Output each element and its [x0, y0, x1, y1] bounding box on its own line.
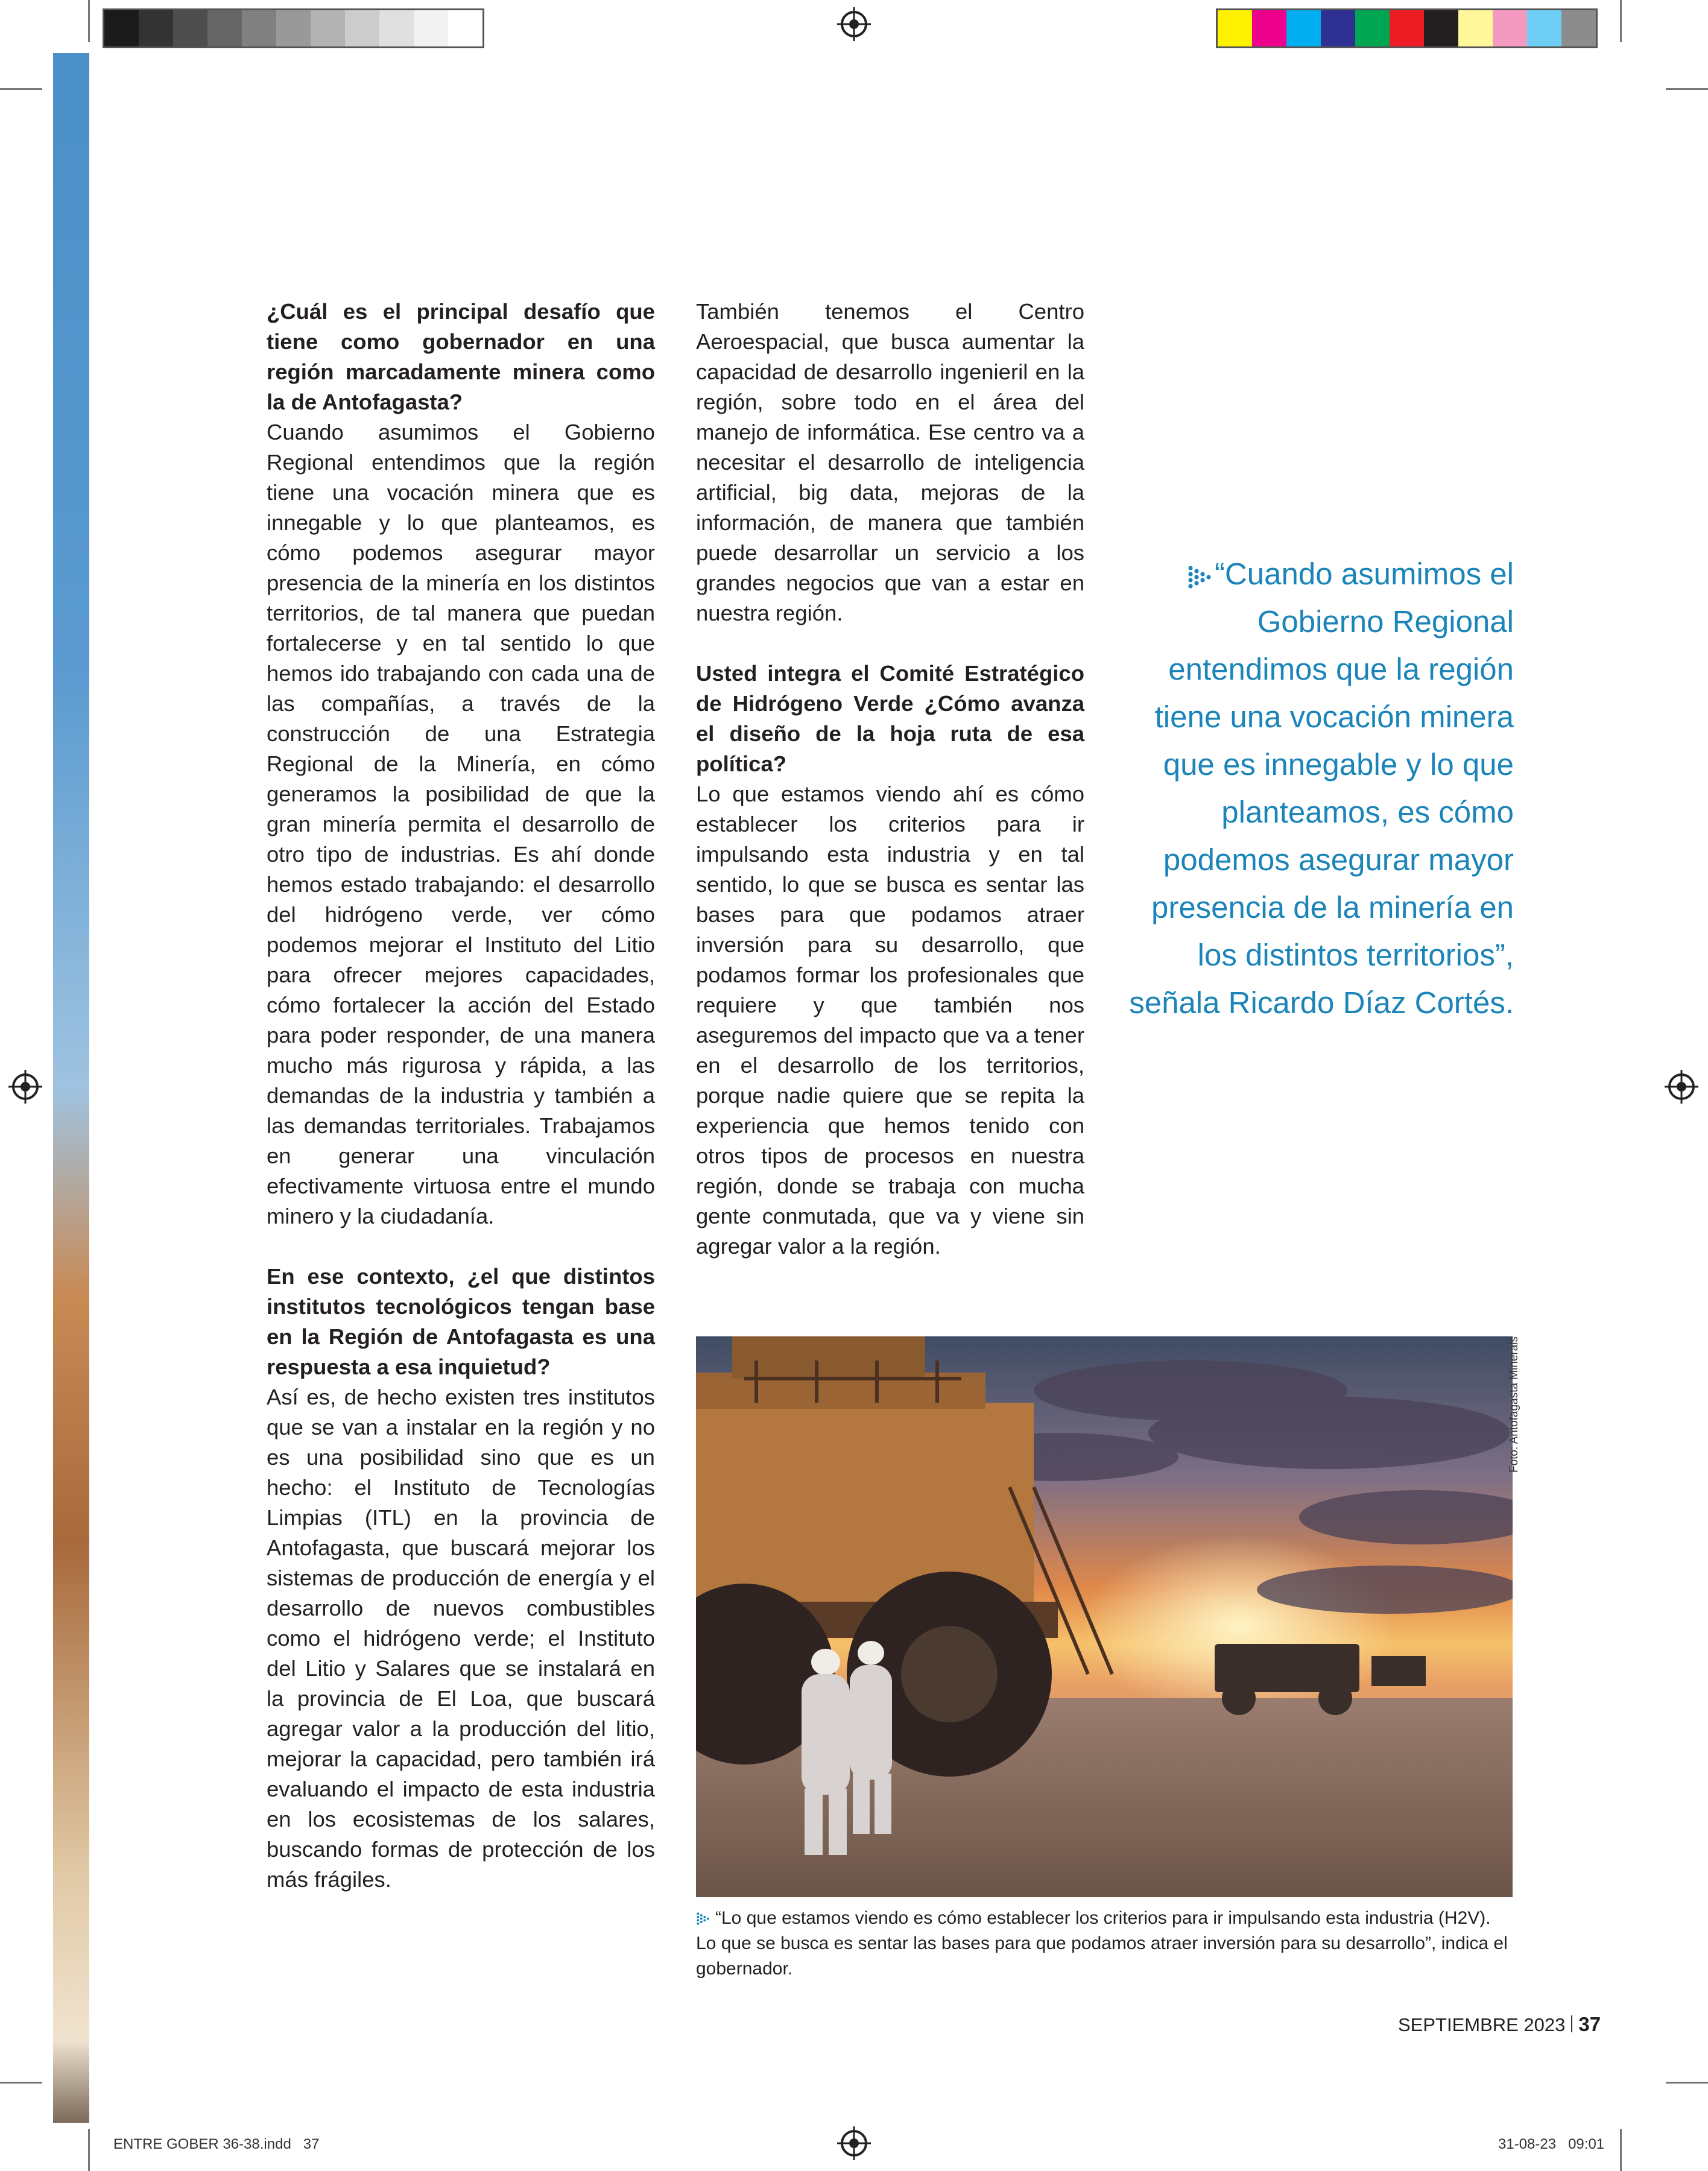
- interview-question: ¿Cuál es el principal desafío que tiene como gobernador en una región marcadamente minera como la de Antofagasta?: [267, 299, 655, 414]
- crop-mark: [0, 88, 42, 90]
- photo-credit-text: Foto: Antofagasta Minerals: [1508, 1336, 1520, 1473]
- interview-question: En ese contexto, ¿el que distintos institutos tecnológicos tengan base en la Región de Antofagasta es una respuesta a esa inquietud?: [267, 1264, 655, 1379]
- crop-mark: [1666, 2082, 1708, 2084]
- crop-mark: [88, 2129, 90, 2171]
- color-swatch: [311, 10, 345, 46]
- dotted-arrow-icon: [1187, 564, 1211, 589]
- color-swatch: [173, 10, 207, 46]
- interview-answer: También tenemos el Centro Aeroespacial, que busca aumentar la capacidad de desarrollo ingenieril en la región, sobre todo en el área del manejo de informática. Ese centro va a necesitar el desarrollo de inteligencia artificial, big data, mejoras de la información, de manera que también puede desarrollar un servicio a los grandes negocios que van a estar en nuestra región.: [696, 299, 1084, 625]
- page-number: 37: [1578, 2013, 1601, 2035]
- registration-mark-top: [841, 11, 867, 37]
- pull-quote: [1122, 550, 1514, 1026]
- color-swatch: [345, 10, 379, 46]
- color-swatch: [1527, 10, 1561, 46]
- color-swatch: [1355, 10, 1390, 46]
- page-folio: [1398, 2013, 1601, 2036]
- interview-answer: Cuando asumimos el Gobierno Regional entendimos que la región tiene una vocación minera que es innegable y lo que planteamos, es cómo podemos asegurar mayor presencia de la minería en los distintos territorios, de tal manera que puedan fortalecerse y en tal sentido lo que hemos ido trabajando con cada una de las compañías, a través de la construcción de una Estrategia Regional de la Minería, en cómo generamos la posibilidad de que la gran minería permita el desarrollo de otro tipo de industrias. Es ahí donde hemos estado trabajando: el desarrollo del hidrógeno verde, ver cómo podemos mejorar el Instituto del Litio para ofrecer mejores capacidades, cómo fortalecer la acción del Estado para poder responder, de una manera mucho más rigurosa y rápida, a las demandas de la industria y también a las demandas territoriales. Trabajamos en generar una vinculación efectivamente virtuosa entre el mundo minero y la ciudadanía.: [267, 420, 655, 1228]
- photo-illustration: [696, 1336, 1513, 1897]
- color-swatch: [207, 10, 242, 46]
- crop-mark: [88, 0, 90, 42]
- article-middle-column: [696, 297, 1084, 1262]
- color-swatch: [139, 10, 173, 46]
- color-swatch: [1286, 10, 1321, 46]
- mining-trucks-sunset-photo: [696, 1336, 1513, 1897]
- color-swatch: [1458, 10, 1493, 46]
- slug-filename: ENTRE GOBER 36-38.indd 37: [113, 2136, 320, 2152]
- color-swatch: [1218, 10, 1252, 46]
- color-swatch: [1252, 10, 1286, 46]
- interview-answer: Lo que estamos viendo ahí es cómo establecer los criterios para ir impulsando esta industria y en tal sentido, lo que se busca es sentar las bases para que podamos atraer inversión para su desarrollo, que podamos formar los profesionales que requiere y que también nos aseguremos del impacto que va a tener en el desarrollo de los territorios, porque nadie quiere que se repita la experiencia que hemos tenido con otros tipos de procesos en nuestra región, donde se trabaja con mucha gente conmutada, que va y viene sin agregar valor a la región.: [696, 782, 1084, 1259]
- photo-caption: [696, 1906, 1513, 1982]
- interview-answer: Así es, de hecho existen tres institutos que se van a instalar en la región y no es una posibilidad sino que es un hecho: el Instituto de Tecnologías Limpias (ITL) en la provincia de Antofagasta, que buscará mejorar los sistemas de producción de energía y el desarrollo de nuevos combustibles como el hidrógeno verde; el Instituto del Litio y Salares que se instalará en la provincia de El Loa, que buscará agregar valor a la producción del litio, mejorar la capacidad, pero también irá evaluando el impacto de esta industria en los ecosistemas de los salares, buscando formas de protección de los más frágiles.: [267, 1385, 655, 1892]
- photo-caption-text: “Lo que estamos viendo es cómo establecer los criterios para ir impulsando esta industria (H2V). Lo que se busca es sentar las bases para que podamos atraer inversión para su desarrollo”, indica el gobernador.: [696, 1908, 1508, 1979]
- crop-mark: [1620, 2129, 1622, 2171]
- process-color-bar: [1216, 8, 1598, 48]
- registration-mark-bottom: [841, 2130, 867, 2157]
- left-decorative-photo-strip: [53, 53, 89, 2123]
- pull-quote-text: “Cuando asumimos el Gobierno Regional entendimos que la región tiene una vocación minera que es innegable y lo que planteamos, es cómo podemos asegurar mayor presencia de la minería en los distintos territorios”, señala Ricardo Díaz Cortés.: [1129, 557, 1514, 1020]
- dotted-arrow-icon: [696, 1912, 709, 1925]
- photo-credit: [1508, 1336, 1532, 1481]
- color-swatch: [448, 10, 482, 46]
- color-swatch: [242, 10, 276, 46]
- color-swatch: [1561, 10, 1596, 46]
- slug-datetime: 31-08-23 09:01: [1498, 2136, 1605, 2152]
- color-swatch: [1493, 10, 1527, 46]
- article-left-column: [267, 297, 655, 1895]
- color-swatch: [1390, 10, 1424, 46]
- crop-mark: [0, 2082, 42, 2084]
- folio-month: SEPTIEMBRE 2023: [1398, 2014, 1566, 2035]
- color-swatch: [414, 10, 448, 46]
- interview-question: Usted integra el Comité Estratégico de Hidrógeno Verde ¿Cómo avanza el diseño de la hoja ruta de esa política?: [696, 661, 1084, 776]
- color-swatch: [276, 10, 311, 46]
- grayscale-color-bar: [103, 8, 484, 48]
- color-swatch: [1424, 10, 1458, 46]
- crop-mark: [1620, 0, 1622, 42]
- registration-mark-right: [1668, 1073, 1695, 1100]
- color-swatch: [104, 10, 139, 46]
- crop-mark: [1666, 88, 1708, 90]
- registration-mark-left: [12, 1073, 39, 1100]
- color-swatch: [379, 10, 414, 46]
- color-swatch: [1321, 10, 1355, 46]
